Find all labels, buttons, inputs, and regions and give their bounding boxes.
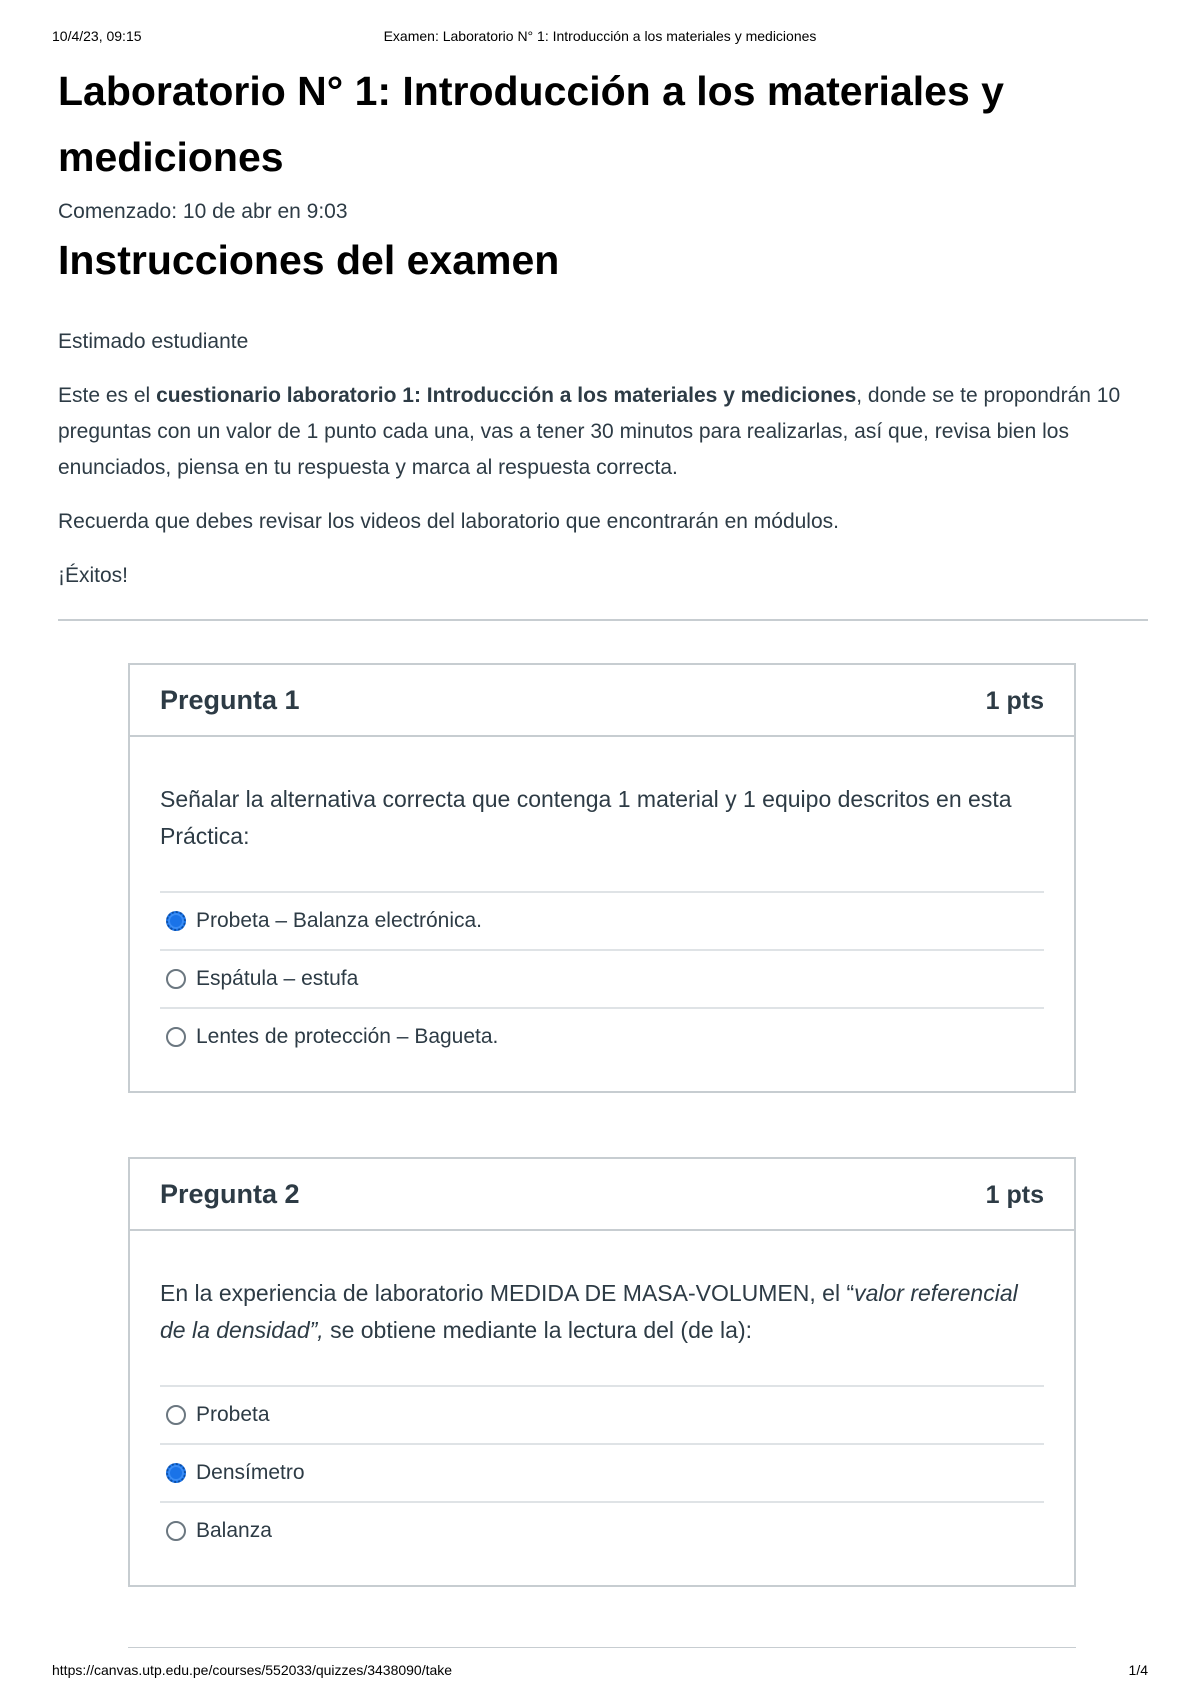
bottom-divider xyxy=(128,1647,1076,1648)
instructions-p1-start: Este es el xyxy=(58,384,157,407)
question-text-start: En la experiencia de laboratorio MEDIDA DE MASA-VOLUMEN, el “ xyxy=(160,1280,855,1306)
instructions-p1-bold: cuestionario laboratorio 1: Introducción a los materiales y mediciones xyxy=(156,384,857,407)
answer-list xyxy=(160,891,1044,1065)
question-text xyxy=(160,1275,1044,1349)
answer-label[interactable]: Espátula – estufa xyxy=(196,967,359,990)
instructions-greeting: Estimado estudiante xyxy=(58,330,249,353)
print-url: https://canvas.utp.edu.pe/courses/552033/quizzes/3438090/take xyxy=(52,1662,453,1678)
question-points: 1 pts xyxy=(985,1181,1044,1209)
print-footer xyxy=(52,1662,1148,1682)
instructions-closing: ¡Éxitos! xyxy=(58,564,129,587)
radio-icon[interactable] xyxy=(166,1027,186,1047)
answer-option[interactable] xyxy=(160,1503,1044,1559)
answer-option[interactable] xyxy=(160,1445,1044,1503)
question-name: Pregunta 2 xyxy=(160,1179,300,1209)
question-text-end: se obtiene mediante la lectura del (de la): xyxy=(323,1317,752,1343)
page-number: 1/4 xyxy=(1128,1662,1148,1678)
question-text: Señalar la alternativa correcta que contenga 1 material y 1 equipo descritos en esta Práctica: xyxy=(160,786,1012,849)
print-date: 10/4/23, 09:15 xyxy=(52,28,142,44)
answer-option[interactable] xyxy=(160,1387,1044,1445)
question-card xyxy=(128,1157,1076,1587)
question-body xyxy=(130,1231,1074,1559)
radio-selected-icon[interactable] xyxy=(166,1463,186,1483)
radio-selected-icon[interactable] xyxy=(166,911,186,931)
answer-label[interactable]: Balanza xyxy=(196,1519,272,1542)
answer-label[interactable]: Densímetro xyxy=(196,1461,305,1484)
radio-icon[interactable] xyxy=(166,1405,186,1425)
started-timestamp: Comenzado: 10 de abr en 9:03 xyxy=(58,200,348,223)
quiz-title: Laboratorio N° 1: Introducción a los materiales y mediciones xyxy=(58,68,1004,180)
radio-icon[interactable] xyxy=(166,969,186,989)
radio-icon[interactable] xyxy=(166,1521,186,1541)
answer-option[interactable] xyxy=(160,951,1044,1009)
print-header xyxy=(52,28,1148,48)
question-text-italic: valor referencial de la densidad”, xyxy=(160,1280,1018,1343)
instructions-body xyxy=(58,324,1148,594)
question-card xyxy=(128,663,1076,1093)
instructions-paragraph xyxy=(58,378,1148,486)
instructions-reminder: Recuerda que debes revisar los videos del laboratorio que encontrarán en módulos. xyxy=(58,510,839,533)
question-header xyxy=(130,1159,1074,1231)
answer-option[interactable] xyxy=(160,1009,1044,1065)
answer-list xyxy=(160,1385,1044,1559)
instructions-p1-end: , donde se te propondrán 10 preguntas con un valor de 1 punto cada una, vas a tener 30 minutos para realizarlas, así que, revisa bien los enunciados, piensa en tu respuesta y marca al respuesta correcta. xyxy=(58,384,1121,479)
section-divider xyxy=(58,619,1148,621)
question-name: Pregunta 1 xyxy=(160,685,300,715)
instructions-title: Instrucciones del examen xyxy=(58,237,560,283)
question-points: 1 pts xyxy=(985,687,1044,715)
print-document-title: Examen: Laboratorio N° 1: Introducción a los materiales y mediciones xyxy=(383,28,817,44)
question-body xyxy=(130,737,1074,1065)
answer-label[interactable]: Lentes de protección – Bagueta. xyxy=(196,1025,499,1048)
question-header xyxy=(130,665,1074,737)
quiz-content xyxy=(58,58,1148,612)
answer-label[interactable]: Probeta – Balanza electrónica. xyxy=(196,909,483,932)
answer-option[interactable] xyxy=(160,893,1044,951)
answer-label[interactable]: Probeta xyxy=(196,1403,270,1426)
